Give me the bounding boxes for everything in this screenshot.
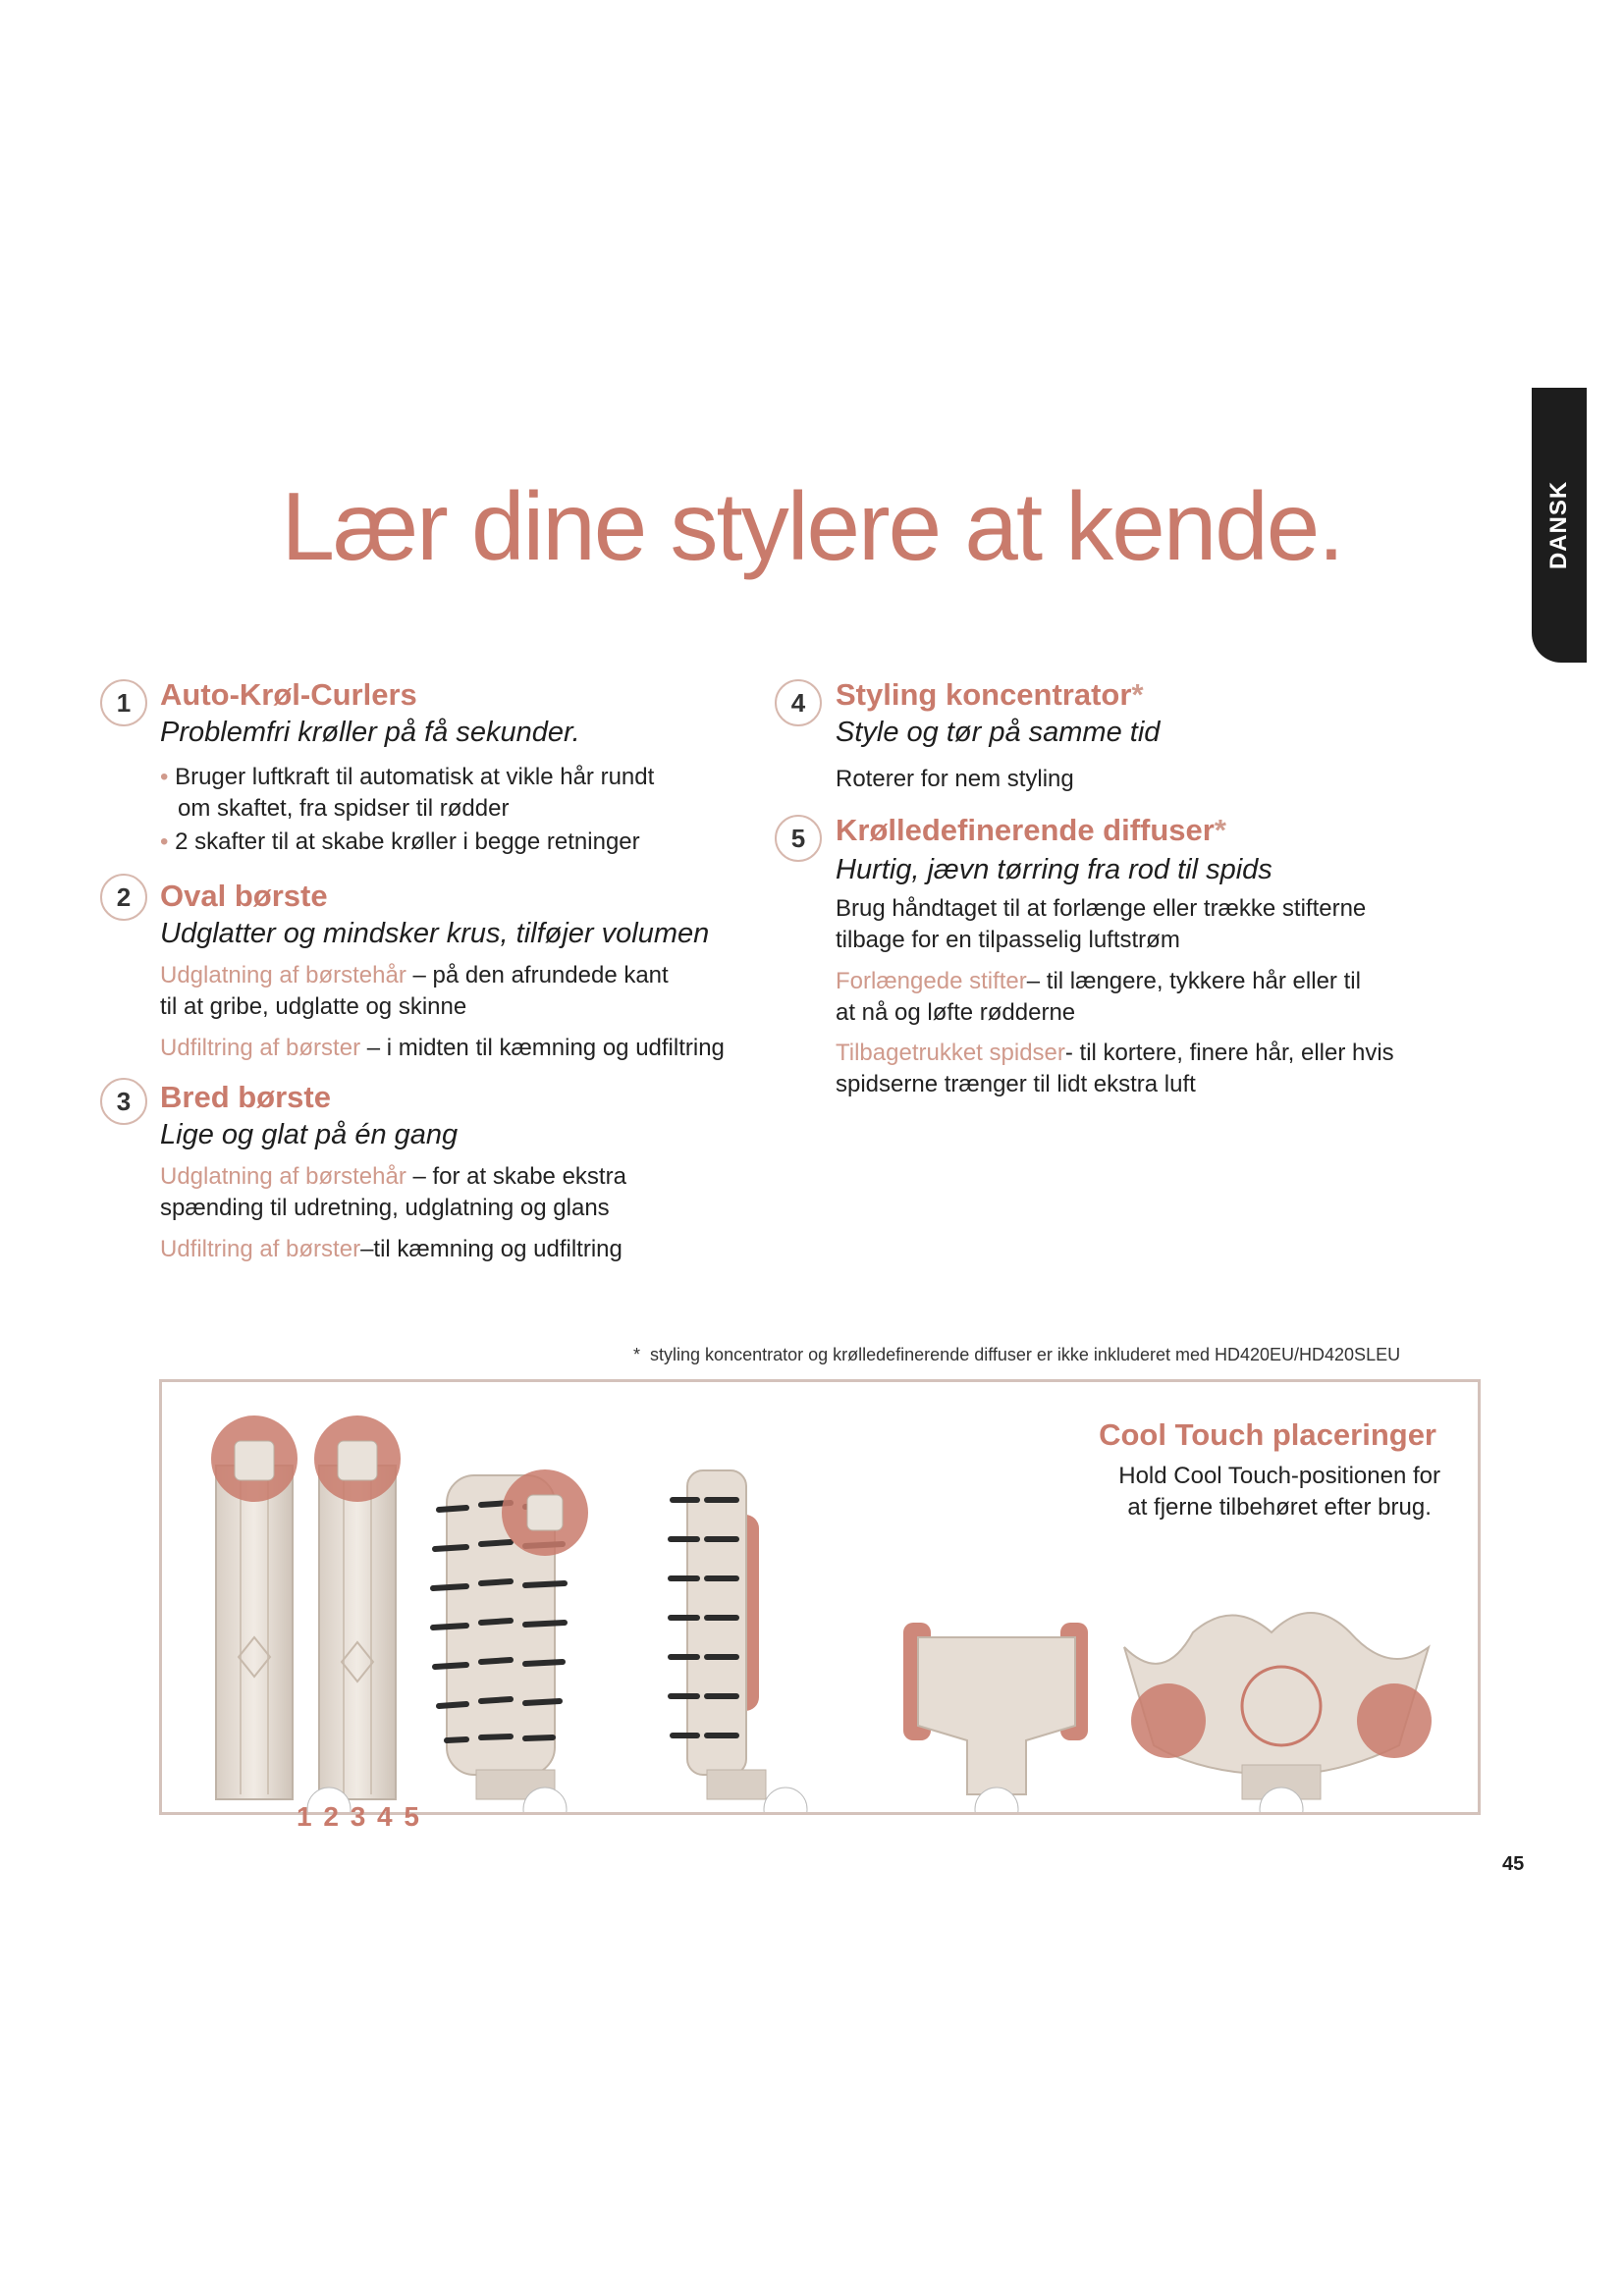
section-2-paragraph-2 [160, 1033, 725, 1064]
curler-right-illustration [314, 1415, 401, 1799]
paragraph-text: – til længere, tykkere hår eller til [1026, 968, 1361, 994]
highlight: Udfiltring af børster [160, 1236, 361, 1262]
section-2-subtitle: Udglatter og mindsker krus, tilføjer volumen [160, 918, 710, 949]
cool-touch-line-2: at fjerne tilbehøret efter brug. [1127, 1494, 1432, 1521]
section-5-number: 5 [775, 815, 822, 862]
bullet-text: Bruger luftkraft til automatisk at vikle hår rundt [175, 764, 655, 790]
paragraph-text: - til kortere, finere hår, eller hvis [1064, 1040, 1394, 1066]
paragraph-text: – på den afrundede kant [406, 962, 669, 988]
section-1-title: Auto-Krøl-Curlers [160, 677, 417, 712]
cool-touch-line-1: Hold Cool Touch-positionen for [1118, 1463, 1440, 1489]
section-1-bullet-2 [160, 827, 640, 858]
asterisk: * [1214, 813, 1226, 847]
paragraph-text: – for at skabe ekstra [406, 1163, 626, 1190]
page-number: 45 [1502, 1853, 1525, 1875]
footnote-text: styling koncentrator og krølledefinerende diffuser er ikke inkluderet med HD420EU/HD420SLEU [650, 1345, 1401, 1364]
section-3-subtitle: Lige og glat på én gang [160, 1119, 459, 1150]
page-title: Lær dine stylere at kende. [281, 472, 1343, 580]
highlight: Udglatning af børstehår [160, 962, 406, 988]
highlight: Udglatning af børstehår [160, 1163, 406, 1190]
section-5-paragraph-2 [836, 1038, 1394, 1069]
section-1-bullet-1 [160, 762, 654, 793]
footnote-marker: * [633, 1345, 641, 1364]
cool-touch-illustration-box [159, 1379, 1481, 1815]
curler-left-illustration [211, 1415, 298, 1799]
wide-brush-illustration [671, 1470, 807, 1812]
section-5-line-2: tilbage for en tilpasselig luftstrøm [836, 927, 1180, 953]
diffuser-illustration [1124, 1613, 1432, 1812]
bullet-marker: • [160, 764, 169, 790]
section-4-number: 4 [775, 679, 822, 726]
section-4-title-text: Styling koncentrator [836, 677, 1132, 712]
section-2-number: 2 [100, 874, 147, 921]
cool-touch-title: Cool Touch placeringer [1099, 1417, 1436, 1452]
section-4-title [836, 677, 1144, 713]
section-2-paragraph-1-cont: til at gribe, udglatte og skinne [160, 993, 467, 1020]
section-3-paragraph-2 [160, 1234, 623, 1265]
oval-brush-illustration [433, 1469, 588, 1812]
highlight: Forlængede stifter [836, 968, 1027, 994]
styling-concentrator-illustration [903, 1623, 1088, 1812]
section-3-title: Bred børste [160, 1080, 331, 1114]
section-5-paragraph-2-cont: spidserne trænger til lidt ekstra luft [836, 1071, 1196, 1097]
highlight: Udfiltring af børster [160, 1035, 361, 1061]
section-2-title: Oval børste [160, 879, 328, 913]
section-3-paragraph-1 [160, 1161, 626, 1193]
highlight: Tilbagetrukket spidser [836, 1040, 1065, 1066]
language-tab-label: DANSK [1545, 480, 1572, 570]
bullet-marker: • [160, 828, 169, 855]
bullet-text: 2 skafter til at skabe krøller i begge retninger [175, 828, 640, 855]
section-1-number: 1 [100, 679, 147, 726]
section-5-paragraph-1 [836, 966, 1361, 997]
section-5-line-1: Brug håndtaget til at forlænge eller trække stifterne [836, 895, 1367, 922]
section-4-subtitle: Style og tør på samme tid [836, 717, 1161, 748]
section-5-paragraph-1-cont: at nå og løfte rødderne [836, 999, 1076, 1026]
footnote [633, 1345, 1400, 1365]
cool-touch-text [1118, 1461, 1440, 1523]
section-5-title [836, 813, 1226, 848]
product-numbers: 1 2 3 4 5 [297, 1801, 421, 1832]
section-4-text: Roterer for nem styling [836, 766, 1074, 792]
section-3-number: 3 [100, 1078, 147, 1125]
section-3-paragraph-1-cont: spænding til udretning, udglatning og glans [160, 1195, 610, 1221]
section-2-paragraph-1 [160, 960, 669, 991]
paragraph-text: –til kæmning og udfiltring [360, 1236, 623, 1262]
section-5-title-text: Krølledefinerende diffuser [836, 813, 1215, 847]
paragraph-text: – i midten til kæmning og udfiltring [360, 1035, 725, 1061]
section-5-subtitle: Hurtig, jævn tørring fra rod til spids [836, 854, 1272, 885]
section-1-subtitle: Problemfri krøller på få sekunder. [160, 717, 580, 748]
asterisk: * [1131, 677, 1144, 712]
section-1-bullet-1-cont: om skaftet, fra spidser til rødder [178, 795, 510, 822]
